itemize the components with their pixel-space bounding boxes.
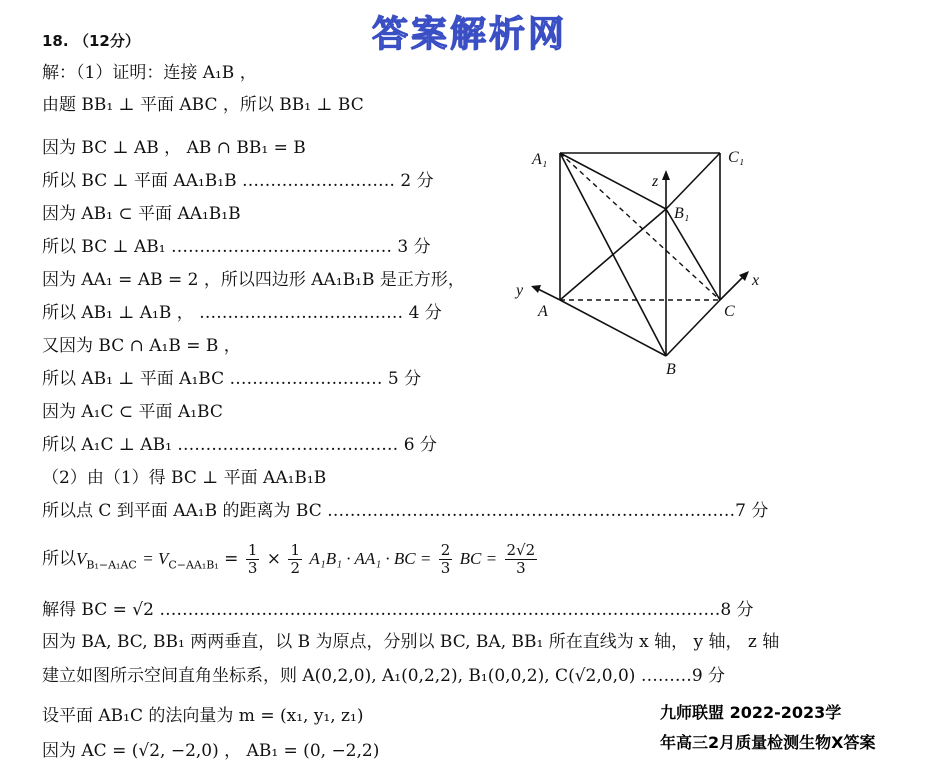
z-arrow-icon <box>662 170 670 180</box>
solution-line-13: （2）由（1）得 BC ⊥ 平面 AA₁B₁B <box>42 468 327 488</box>
fraction-result: $\frac{2√2}{3}$ <box>506 541 536 577</box>
prism-figure <box>508 138 778 388</box>
source-tag-line-2: 年高三2月质量检测生物X答案 <box>660 733 876 752</box>
solution-line-14: 所以点 C 到平面 AA₁B 的距离为 BC ………………………………………………………………7 分 <box>42 501 769 521</box>
edge-c-b1 <box>666 209 720 300</box>
hidden-edge-a1-c <box>560 153 720 300</box>
edge-a-b1 <box>560 209 666 300</box>
problem-score: （12分） <box>73 32 140 50</box>
label-B: B <box>666 361 676 378</box>
fraction-one-third: $\frac{1}{3}$ <box>247 541 258 577</box>
watermark-title: 答案解析网 <box>372 14 568 55</box>
solution-line-10: 所以 AB₁ ⊥ 平面 A₁BC ……………………… 5 分 <box>42 369 422 389</box>
fraction-one-half: $\frac{1}{2}$ <box>290 541 300 577</box>
solution-line-4: 所以 BC ⊥ 平面 AA₁B₁B ……………………… 2 分 <box>42 171 434 191</box>
formula-v-right: = V <box>142 549 169 568</box>
solution-line-5: 因为 AB₁ ⊂ 平面 AA₁B₁B <box>42 204 241 224</box>
solution-line-7: 因为 AA₁ = AB = 2 ，所以四边形 AA₁B₁B 是正方形， <box>42 270 465 290</box>
label-C: C <box>724 303 735 320</box>
solution-line-19: 设平面 AB₁C 的法向量为 m = (x₁, y₁, z₁) <box>42 706 364 726</box>
solution-line-8: 所以 AB₁ ⊥ A₁B ， ……………………………… 4 分 <box>42 303 442 323</box>
source-tag-line-1: 九师联盟 2022-2023学 <box>660 703 842 722</box>
y-axis <box>536 288 560 300</box>
solution-line-3: 因为 BC ⊥ AB ， AB ∩ BB₁ = B <box>42 138 306 158</box>
formula-prefix: 所以 <box>42 549 76 569</box>
solution-line-17: 因为 BA, BC, BB₁ 两两垂直，以 B 为原点，分别以 BC, BA, BB₁ 所在直线为 x 轴， y 轴， z 轴 <box>42 632 780 652</box>
label-y: y <box>516 282 524 299</box>
formula-v-left: V <box>76 549 87 568</box>
formula-bc-term: BC = <box>459 549 498 568</box>
formula-product-term: A₁B₁ · AA₁ · BC = <box>309 549 432 568</box>
solution-line-6: 所以 BC ⊥ AB₁ ………………………………… 3 分 <box>42 237 431 257</box>
times-sign: × <box>266 549 282 569</box>
solution-line-16: 解得 BC = √2 ………………………………………………………………………………………8 分 <box>42 600 754 620</box>
label-B1: B₁ <box>674 205 690 222</box>
solution-line-18: 建立如图所示空间直角坐标系，则 A(0,2,0), A₁(0,2,2), B₁(0,0,2), C(√2,0,0) ………9 分 <box>42 666 726 686</box>
solution-line-20: 因为 AC = (√2, −2,0) ， AB₁ = (0, −2,2) <box>42 741 380 761</box>
solution-line-11: 因为 A₁C ⊂ 平面 A₁BC <box>42 402 223 422</box>
volume-formula: 所以$V_{B_1-A_1AC} = V_{C-AA_1B_1}$ = $\frac{1}{3}$ × $\frac{1}{2}$ A₁B₁ · AA₁ · BC = $\frac{2}{3}$ BC = $\frac{2√2}{3}$ <box>42 541 536 577</box>
label-C1: C₁ <box>728 149 745 166</box>
solution-line-2: 由题 BB₁ ⊥ 平面 ABC ，所以 BB₁ ⊥ BC <box>42 95 364 115</box>
problem-header <box>42 30 140 52</box>
formula-v-right-sub: C−AA₁B₁ <box>168 558 219 572</box>
label-z: z <box>652 173 659 190</box>
solution-line-1: 解：（1）证明：连接 A₁B ， <box>42 63 257 83</box>
solution-line-12: 所以 A₁C ⊥ AB₁ ………………………………… 6 分 <box>42 435 437 455</box>
problem-number: 18. <box>42 32 69 50</box>
label-A: A <box>538 303 548 320</box>
solution-line-9: 又因为 BC ∩ A₁B = B ， <box>42 336 241 356</box>
fraction-two-thirds: $\frac{2}{3}$ <box>440 541 451 577</box>
label-x: x <box>752 272 760 289</box>
formula-v-left-sub: B₁−A₁AC <box>86 558 137 572</box>
edge-a-b <box>560 300 666 356</box>
edge-a1-b1 <box>560 153 666 209</box>
label-A1: A₁ <box>532 151 548 168</box>
edge-c1-b1 <box>666 153 720 209</box>
edge-c-b <box>666 300 720 356</box>
y-arrow-icon <box>531 285 541 293</box>
